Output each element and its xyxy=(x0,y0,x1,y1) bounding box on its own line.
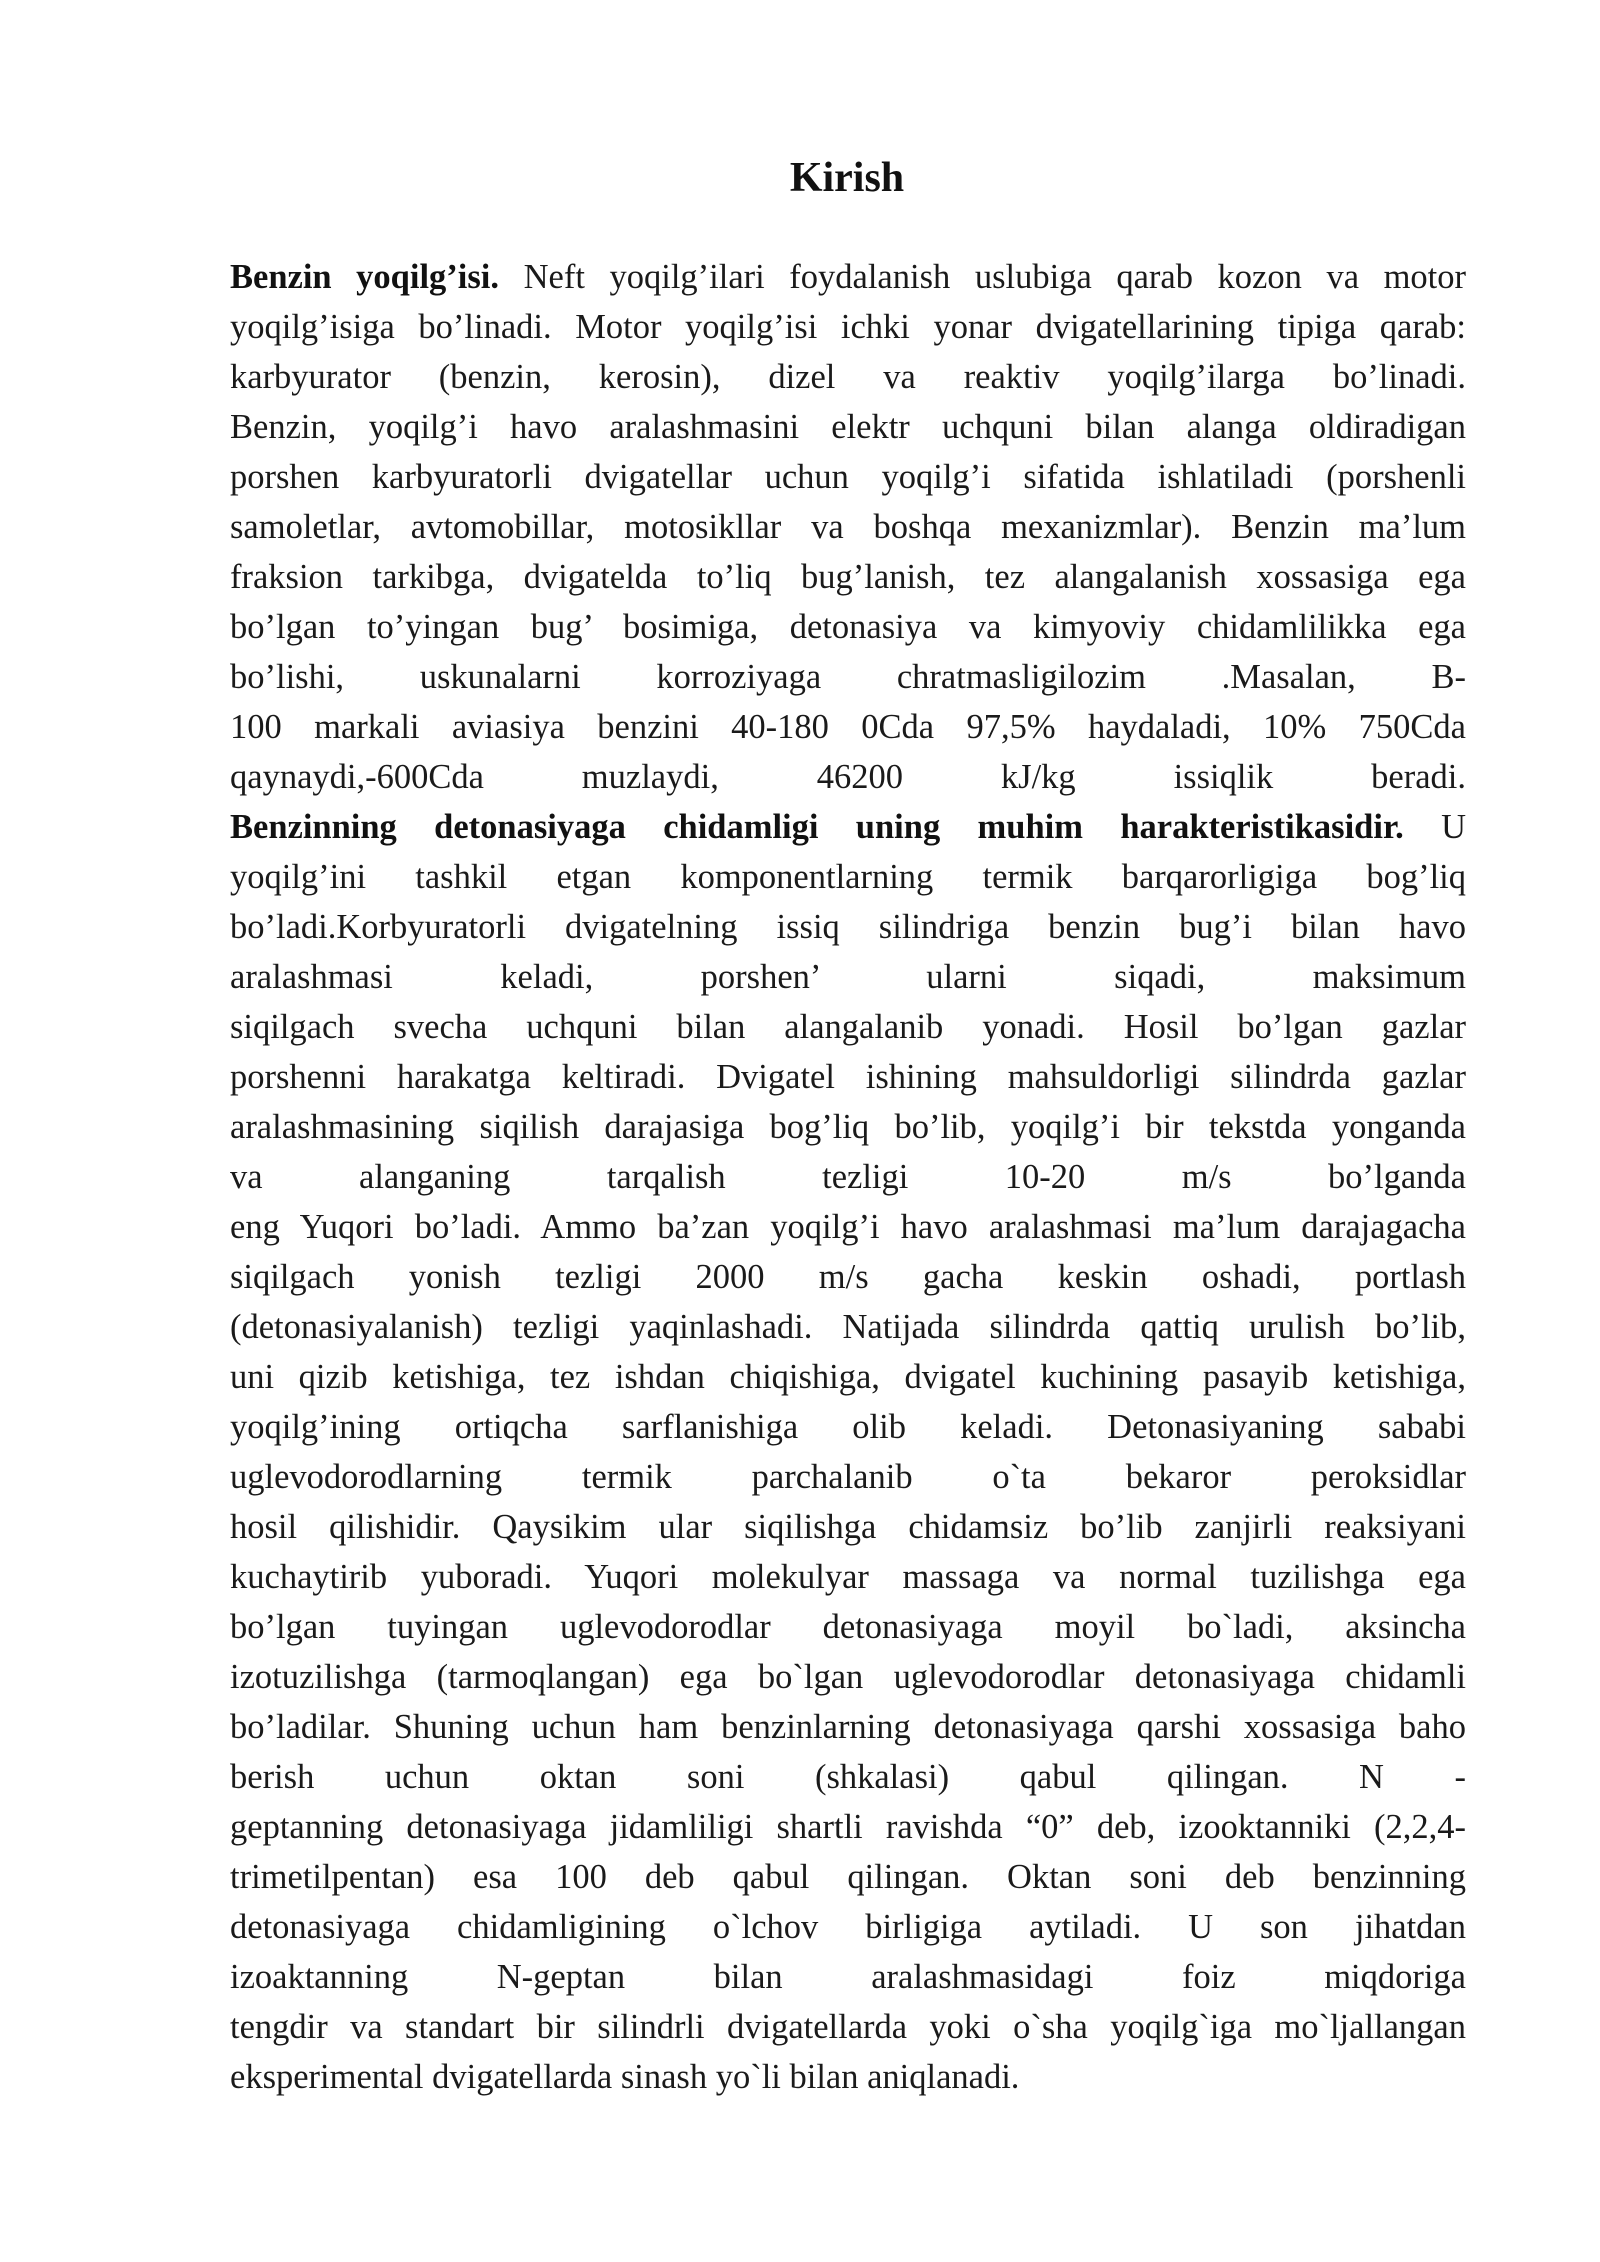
paragraph-line xyxy=(230,552,1466,602)
paragraph-line xyxy=(230,752,1466,802)
paragraph-line xyxy=(230,2052,1466,2102)
line-text: yoqilg’isiga bo’linadi. Motor yoqilg’isi ichki yonar dvigatellarining tipiga qarab: xyxy=(230,308,1466,346)
line-text: porshen karbyuratorli dvigatellar uchun yoqilg’i sifatida ishlatiladi (porshenli xyxy=(230,458,1466,496)
line-text: porshenni harakatga keltiradi. Dvigatel ishining mahsuldorligi silindrda gazlar xyxy=(230,1058,1466,1096)
line-text: bo’lgan tuyingan uglevodorodlar detonasiyaga moyil bo`ladi, aksincha xyxy=(230,1608,1466,1646)
paragraph-line xyxy=(230,452,1466,502)
line-text: kuchaytirib yuboradi. Yuqori molekulyar massaga va normal tuzilishga ega xyxy=(230,1558,1466,1596)
paragraph-line xyxy=(230,1452,1466,1502)
line-text: 100 markali aviasiya benzini 40-180 0Cda 97,5% haydaladi, 10% 750Cda xyxy=(230,708,1466,746)
paragraph-line xyxy=(230,1302,1466,1352)
line-text: trimetilpentan) esa 100 deb qabul qilingan. Oktan soni deb benzinning xyxy=(230,1858,1466,1896)
paragraph-line xyxy=(230,1852,1466,1902)
line-text: hosil qilishidir. Qaysikim ular siqilishga chidamsiz bo’lib zanjirli reaksiyani xyxy=(230,1508,1466,1546)
line-text: samoletlar, avtomobillar, motosikllar va boshqa mexanizmlar). Benzin ma’lum xyxy=(230,508,1466,546)
line-text: aralashmasi keladi, porshen’ ularni siqadi, maksimum xyxy=(230,958,1466,996)
line-text: siqilgach svecha uchquni bilan alangalanib yonadi. Hosil bo’lgan gazlar xyxy=(230,1008,1466,1046)
line-text: izoaktanning N-geptan bilan aralashmasidagi foiz miqdoriga xyxy=(230,1958,1466,1996)
line-text: fraksion tarkibga, dvigatelda to’liq bug’lanish, tez alangalanish xossasiga ega xyxy=(230,558,1466,596)
paragraph-line xyxy=(230,1552,1466,1602)
paragraph-line xyxy=(230,1802,1466,1852)
page-title: Kirish xyxy=(789,155,905,201)
line-text: va alanganing tarqalish tezligi 10-20 m/s bo’lganda xyxy=(230,1158,1466,1196)
line-text: Benzin, yoqilg’i havo aralashmasini elektr uchquni bilan alanga oldiradigan xyxy=(230,408,1466,446)
bold-phrase: Benzin yoqilg’isi. xyxy=(230,258,500,296)
line-text: siqilgach yonish tezligi 2000 m/s gacha keskin oshadi, portlash xyxy=(230,1258,1466,1296)
paragraph-line xyxy=(230,1202,1466,1252)
line-text: bo’ladi.Korbyuratorli dvigatelning issiq silindriga benzin bug’i bilan havo xyxy=(230,908,1466,946)
line-text: bo’lgan to’yingan bug’ bosimiga, detonasiya va kimyoviy chidamlilikka ega xyxy=(230,608,1466,646)
paragraph-line xyxy=(230,852,1466,902)
paragraph-line xyxy=(230,1502,1466,1552)
paragraph-line xyxy=(230,1152,1466,1202)
paragraph-line xyxy=(230,952,1466,1002)
line-text: yoqilg’ining ortiqcha sarflanishiga olib keladi. Detonasiyaning sababi xyxy=(230,1408,1466,1446)
line-text: geptanning detonasiyaga jidamliligi shartli ravishda “0” deb, izooktanniki (2,2,4- xyxy=(230,1808,1466,1846)
paragraph-line xyxy=(230,1252,1466,1302)
paragraph-line xyxy=(230,802,1466,852)
paragraph-line xyxy=(230,402,1466,452)
paragraph-line xyxy=(230,702,1466,752)
line-text: uglevodorodlarning termik parchalanib o`ta bekaror peroksidlar xyxy=(230,1458,1466,1496)
line-text: bo’ladilar. Shuning uchun ham benzinlarning detonasiyaga qarshi xossasiga baho xyxy=(230,1708,1466,1746)
line-text: izotuzilishga (tarmoqlangan) ega bo`lgan uglevodorodlar detonasiyaga chidamli xyxy=(230,1658,1466,1696)
paragraph-line xyxy=(230,1102,1466,1152)
line-text: aralashmasining siqilish darajasiga bog’liq bo’lib, yoqilg’i bir tekstda yonganda xyxy=(230,1108,1466,1146)
line-text: (detonasiyalanish) tezligi yaqinlashadi. Natijada silindrda qattiq urulish bo’lib, xyxy=(230,1308,1466,1346)
line-text: detonasiyaga chidamligining o`lchov birligiga aytiladi. U son jihatdan xyxy=(230,1908,1466,1946)
paragraph-line xyxy=(230,302,1466,352)
bold-phrase: Benzinning detonasiyaga chidamligi uning muhim harakteristikasidir. xyxy=(230,808,1404,846)
line-text: U xyxy=(1403,808,1466,846)
paragraph-line xyxy=(230,1952,1466,2002)
body-paragraph xyxy=(230,252,1466,2102)
paragraph-line xyxy=(230,252,1466,302)
paragraph-line xyxy=(230,652,1466,702)
paragraph-line xyxy=(230,1052,1466,1102)
line-text: berish uchun oktan soni (shkalasi) qabul qilingan. N - xyxy=(230,1758,1466,1796)
line-text: uni qizib ketishiga, tez ishdan chiqishiga, dvigatel kuchining pasayib ketishiga, xyxy=(230,1358,1466,1396)
paragraph-line xyxy=(230,1652,1466,1702)
paragraph-line xyxy=(230,502,1466,552)
line-text: eksperimental dvigatellarda sinash yo`li bilan aniqlanadi. xyxy=(230,2058,1020,2096)
paragraph-line xyxy=(230,902,1466,952)
line-text: Neft yoqilg’ilari foydalanish uslubiga qarab kozon va motor xyxy=(499,258,1466,296)
line-text: yoqilg’ini tashkil etgan komponentlarning termik barqarorligiga bog’liq xyxy=(230,858,1466,896)
paragraph-line xyxy=(230,1602,1466,1652)
paragraph-line xyxy=(230,602,1466,652)
paragraph-line xyxy=(230,352,1466,402)
line-text: qaynaydi,-600Cda muzlaydi, 46200 kJ/kg issiqlik beradi. xyxy=(230,758,1466,796)
paragraph-line xyxy=(230,2002,1466,2052)
paragraph-line xyxy=(230,1402,1466,1452)
paragraph-line xyxy=(230,1702,1466,1752)
line-text: karbyurator (benzin, kerosin), dizel va reaktiv yoqilg’ilarga bo’linadi. xyxy=(230,358,1466,396)
paragraph-line xyxy=(230,1352,1466,1402)
line-text: eng Yuqori bo’ladi. Ammo ba’zan yoqilg’i havo aralashmasi ma’lum darajagacha xyxy=(230,1208,1466,1246)
paragraph-line xyxy=(230,1902,1466,1952)
line-text: tengdir va standart bir silindrli dvigatellarda yoki o`sha yoqilg`iga mo`ljallangan xyxy=(230,2008,1466,2046)
paragraph-line xyxy=(230,1002,1466,1052)
line-text: bo’lishi, uskunalarni korroziyaga chratmasligilozim .Masalan, B- xyxy=(230,658,1466,696)
paragraph-line xyxy=(230,1752,1466,1802)
